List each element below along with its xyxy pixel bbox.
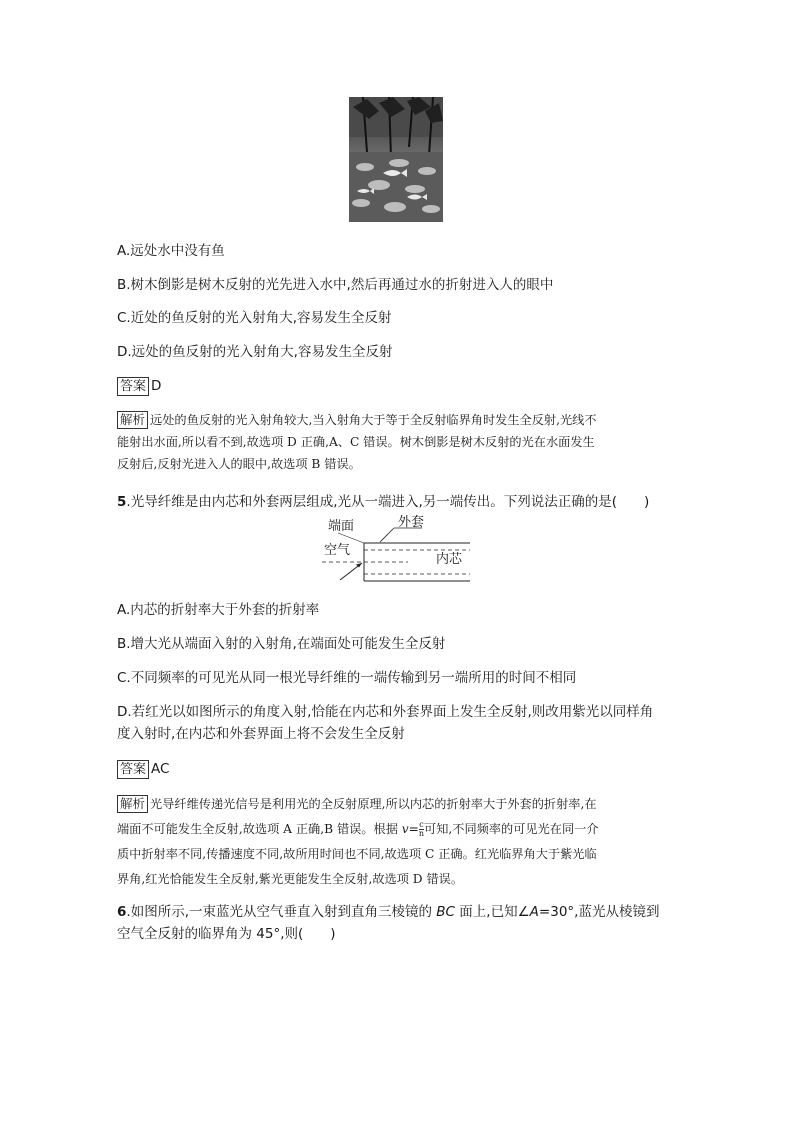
water-reflection-photo (349, 97, 443, 222)
q5-analysis-line: 界角,红光恰能发生全反射,紫光更能发生全反射,故选项 D 错误。 (117, 872, 464, 886)
q5-analysis-line: 质中折射率不同,传播速度不同,故所用时间也不同,故选项 C 正确。红光临界角大于紫光临 (117, 847, 597, 861)
optical-fiber-diagram (318, 515, 478, 586)
q6-stem-text: .如图所示,一束蓝光从空气垂直入射到直角三棱镜的 (126, 904, 437, 920)
answer-tag: 答案 (117, 377, 149, 396)
velocity-symbol: v (401, 822, 409, 836)
fraction-denominator: n (418, 829, 425, 838)
q6-stem (117, 901, 677, 945)
equals-sign: = (408, 822, 419, 836)
fiber-label-core: 内芯 (436, 552, 463, 567)
q5-option-a: A.内芯的折射率大于外套的折射率 (117, 602, 320, 618)
q4-analysis-line: 能射出水面,所以看不到,故选项 D 正确,A、C 错误。树木倒影是树木反射的光在水面发生 (117, 435, 595, 449)
q5-stem (117, 492, 677, 512)
q5-option-c: C.不同频率的可见光从同一根光导纤维的一端传输到另一端所用的时间不相同 (117, 670, 577, 686)
q4-analysis-line: 远处的鱼反射的光入射角较大,当入射角大于等于全反射临界角时发生全反射,光线不 (150, 413, 597, 427)
q4-answer-value: D (151, 378, 162, 394)
q6-stem-text: 面上,已知∠ (454, 904, 530, 920)
face-bc: BC (436, 904, 455, 920)
q5-stem-text: .光导纤维是由内芯和外套两层组成,光从一端进入,另一端传出。下列说法正确的是( ) (126, 494, 650, 510)
q4-option-b: B.树木倒影是树木反射的光先进入水中,然后再通过水的折射进入人的眼中 (117, 277, 554, 293)
fraction-numerator: c (419, 820, 424, 829)
fiber-label-outer: 外套 (398, 515, 425, 530)
q5-answer-value: AC (151, 761, 170, 777)
q6-stem-text: =30°,蓝光从棱镜到 (538, 904, 660, 920)
q5-answer (117, 759, 169, 779)
q4-option-a: A.远处水中没有鱼 (117, 243, 225, 259)
analysis-tag: 解析 (117, 411, 148, 429)
q4-analysis-line: 反射后,反射光进入人的眼中,故选项 B 错误。 (117, 457, 361, 471)
q5-analysis-line: 光导纤维传递光信号是利用光的全反射原理,所以内芯的折射率大于外套的折射率,在 (150, 797, 597, 811)
fiber-label-end-face: 端面 (328, 519, 355, 534)
q4-answer (117, 376, 161, 396)
q5-option-d-line: D.若红光以如图所示的角度入射,恰能在内芯和外套界面上发生全反射,则改用紫光以同样角 (117, 704, 654, 720)
q5-option-b: B.增大光从端面入射的入射角,在端面处可能发生全反射 (117, 636, 446, 652)
fiber-label-air: 空气 (324, 543, 351, 558)
answer-tag: 答案 (117, 760, 149, 779)
q4-option-d: D.远处的鱼反射的光入射角大,容易发生全反射 (117, 344, 393, 360)
q5-analysis-line: 端面不可能发生全反射,故选项 A 正确,B 错误。根据 (117, 822, 402, 836)
q4-option-c: C.近处的鱼反射的光入射角大,容易发生全反射 (117, 310, 392, 326)
q6-stem-line: 空气全反射的临界角为 45°,则( ) (117, 926, 336, 942)
q5-option-d (117, 701, 677, 745)
q5-number: 5 (117, 494, 127, 510)
q4-analysis (117, 409, 662, 475)
q6-number: 6 (117, 904, 127, 920)
angle-a: A (529, 904, 539, 920)
analysis-tag: 解析 (117, 795, 148, 813)
q5-analysis-line: 可知,不同频率的可见光在同一介 (424, 822, 599, 836)
q5-analysis (117, 792, 662, 892)
q5-option-d-line: 度入射时,在内芯和外套界面上将不会发生全反射 (117, 726, 405, 742)
